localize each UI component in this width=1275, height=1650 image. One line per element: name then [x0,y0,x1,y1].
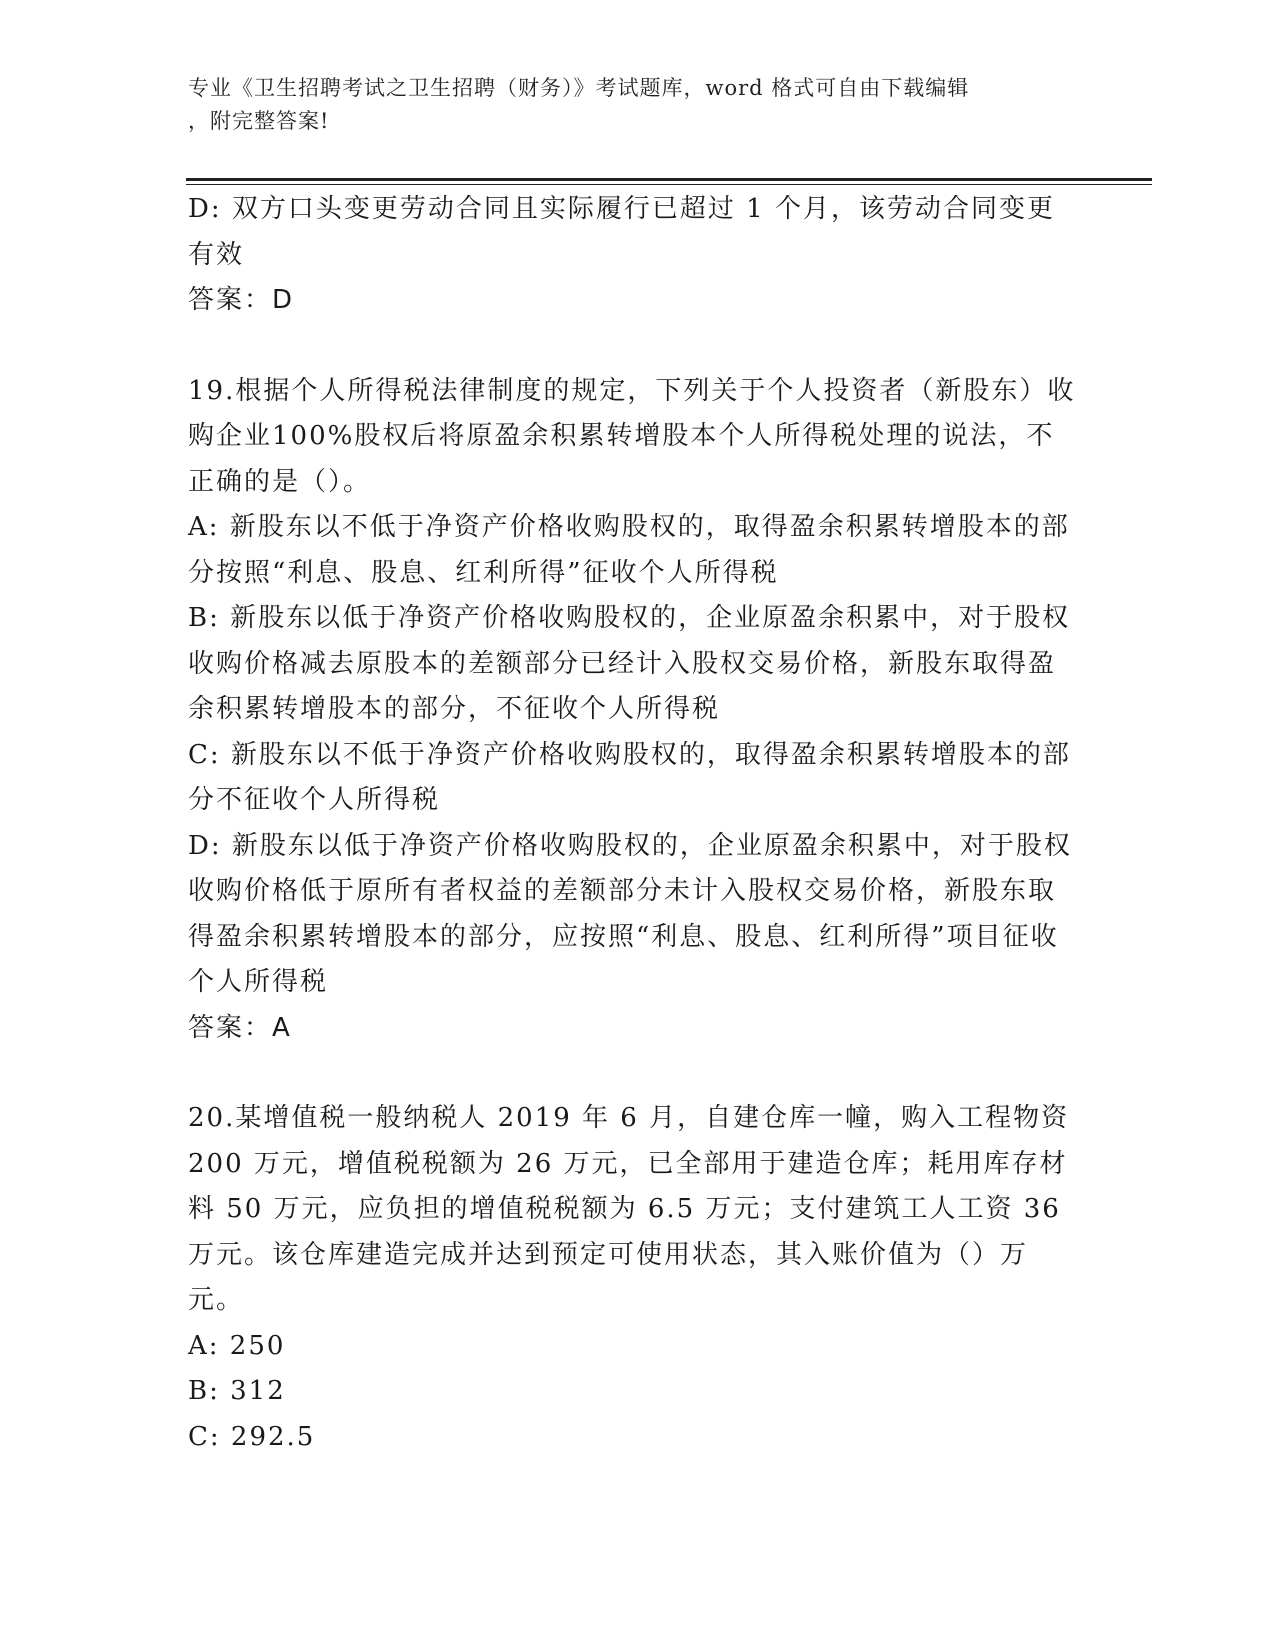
q20-stem: 20.某增值税一般纳税人 2019 年 6 月，自建仓库一幢，购入工程物资 200 万元，增值税税额为 26 万元，已全部用于建造仓库；耗用库存材料 50 万元，应负担的增值税税额为 6.5 万元；支付建筑工人工资 36 万元。该仓库建造完成并达到预定可使用状态，其入账价值为（）万元。 [188,1103,1070,1315]
q19-option-c: C: 新股东以不低于净资产价格收购股权的，取得盈余积累转增股本的部分不征收个人所得税 [188,739,1071,815]
prev-option-d: D: 双方口头变更劳动合同且实际履行已超过 1 个月，该劳动合同变更有效 [188,194,1055,270]
q19-option-a: A: 新股东以不低于净资产价格收购股权的，取得盈余积累转增股本的部分按照“利息、股息、红利所得”征收个人所得税 [188,512,1070,588]
prev-answer: 答案：D [188,285,295,315]
q20-option-a: A: 250 [188,1330,286,1361]
header-rule-thin [186,184,1152,185]
q19-option-d: D: 新股东以低于净资产价格收购股权的，企业原盈余积累中，对于股权收购价格低于原所有者权益的差额部分未计入股权交易价格，新股东取得盈余积累转增股本的部分，应按照“利息、股息、红利所得”项目征收个人所得税 [188,830,1072,997]
q19-option-b: B: 新股东以低于净资产价格收购股权的，企业原盈余积累中，对于股权收购价格减去原股本的差额部分已经计入股权交易价格，新股东取得盈余积累转增股本的部分，不征收个人所得税 [188,603,1071,724]
document-header [188,72,1068,138]
header-rule-thick [186,178,1152,181]
document-body [188,187,1078,1460]
spacer [188,324,1078,369]
q20-option-b: B: 312 [188,1376,286,1406]
q19-stem: 19.根据个人所得税法律制度的规定，下列关于个人投资者（新股东）收购企业100%股权后将原盈余积累转增股本个人所得税处理的说法，不正确的是（）。 [188,375,1076,497]
header-line-2: ，附完整答案! [188,109,330,133]
header-line-1: 专业《卫生招聘考试之卫生招聘（财务）》考试题库，word 格式可自由下载编辑 [188,76,970,100]
q19-answer: 答案：A [188,1012,292,1043]
spacer [188,1051,1078,1096]
q20-option-c: C: 292.5 [188,1421,316,1452]
